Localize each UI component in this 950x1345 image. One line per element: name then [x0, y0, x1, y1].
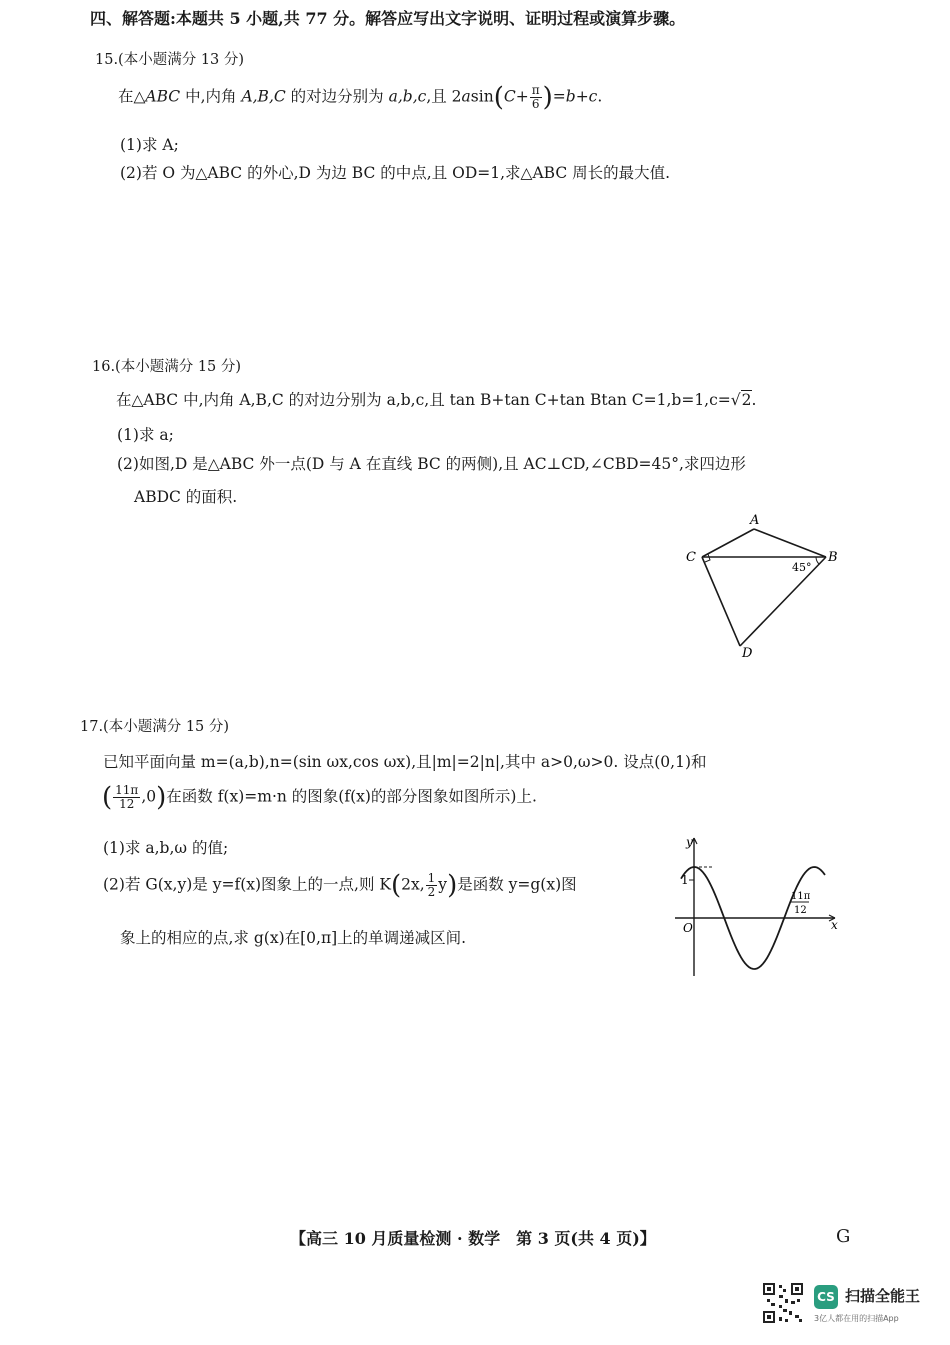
q16-part2: (2)如图,D 是△ABC 外一点(D 与 A 在直线 BC 的两侧),且 AC⊥CD,∠CBD=45°,求四边形 — [117, 455, 746, 473]
q15-heading: 15.(本小题满分 13 分) — [95, 52, 245, 68]
edge-bd — [740, 557, 826, 646]
q15-stem: 在△ABC 中,内角 A,B,C 的对边分别为 a,b,c,且 2asin(C+ $\frac{\pi}{6}$ )=b+c. — [118, 82, 603, 113]
eleven-pi-over-twelve: $\frac{11\pi}{12}$ — [115, 783, 139, 811]
section-header: 四、解答题:本题共 5 小题,共 77 分。解答应写出文字说明、证明过程或演算步骤。 — [90, 9, 686, 28]
label-b: B — [828, 550, 838, 565]
angle-arc — [816, 557, 819, 564]
one-half-fraction: $\frac{1}{2}$ — [427, 871, 436, 899]
page-footer: 【高三 10 月质量检测 · 数学 第 3 页(共 4 页)】 — [290, 1229, 656, 1248]
label-d: D — [742, 646, 753, 660]
q16-heading: 16.(本小题满分 15 分) — [92, 359, 242, 375]
q15-part1: (1)求 A; — [120, 136, 179, 154]
q16-part1: (1)求 a; — [117, 426, 174, 444]
tick-one-label: 1 — [681, 873, 689, 887]
label-c: C — [686, 550, 696, 565]
paper-version-letter: G — [836, 1226, 851, 1247]
tick-11pi-den: 12 — [794, 905, 807, 916]
q16-part2-cont: ABDC 的面积. — [134, 488, 238, 506]
q15-part2: (2)若 O 为△ABC 的外心,D 为边 BC 的中点,且 OD=1,求△ABC 周长的最大值. — [120, 164, 671, 182]
camscanner-slogan: 3亿人都在用的扫描App — [814, 1314, 899, 1323]
q17-line2: ( $\frac{11\pi}{12}$ ,0)在函数 f(x)=m·n 的图象(f(x)的部分图象如图所示)上. — [102, 782, 537, 813]
q16-quadrilateral-figure — [678, 508, 848, 660]
qr-code-icon — [761, 1281, 805, 1325]
edge-ca — [702, 529, 754, 557]
pi-over-six-fraction: $\frac{\pi}{6}$ — [531, 83, 540, 111]
angle-label: 45° — [792, 561, 812, 574]
origin-label: O — [683, 921, 693, 935]
q17-heading: 17.(本小题满分 15 分) — [80, 719, 230, 735]
q17-line1: 已知平面向量 m=(a,b),n=(sin ωx,cos ωx),且|m|=2|n|,其中 a>0,ω>0. 设点(0,1)和 — [103, 753, 707, 771]
edge-cd — [702, 557, 740, 646]
camscanner-name: 扫描全能王 — [845, 1287, 921, 1305]
x-axis-label: x — [831, 918, 838, 932]
y-axis-label: y — [686, 835, 693, 849]
q17-part1: (1)求 a,b,ω 的值; — [103, 839, 229, 857]
edge-ab — [754, 529, 826, 557]
tick-11pi-num: 11π — [791, 891, 811, 902]
q17-part2: (2)若 G(x,y)是 y=f(x)图象上的一点,则 K(2x, $\frac{1}{2}$ y)是函数 y=g(x)图 — [103, 870, 577, 901]
camscanner-logo-icon: CS — [814, 1285, 838, 1309]
q17-part2-cont: 象上的相应的点,求 g(x)在[0,π]上的单调递减区间. — [120, 929, 467, 947]
q16-stem: 在△ABC 中,内角 A,B,C 的对边分别为 a,b,c,且 tan B+tan C+tan Btan C=1,b=1,c=√2. — [116, 391, 757, 409]
label-a: A — [750, 513, 760, 528]
q17-sine-graph — [665, 832, 845, 978]
